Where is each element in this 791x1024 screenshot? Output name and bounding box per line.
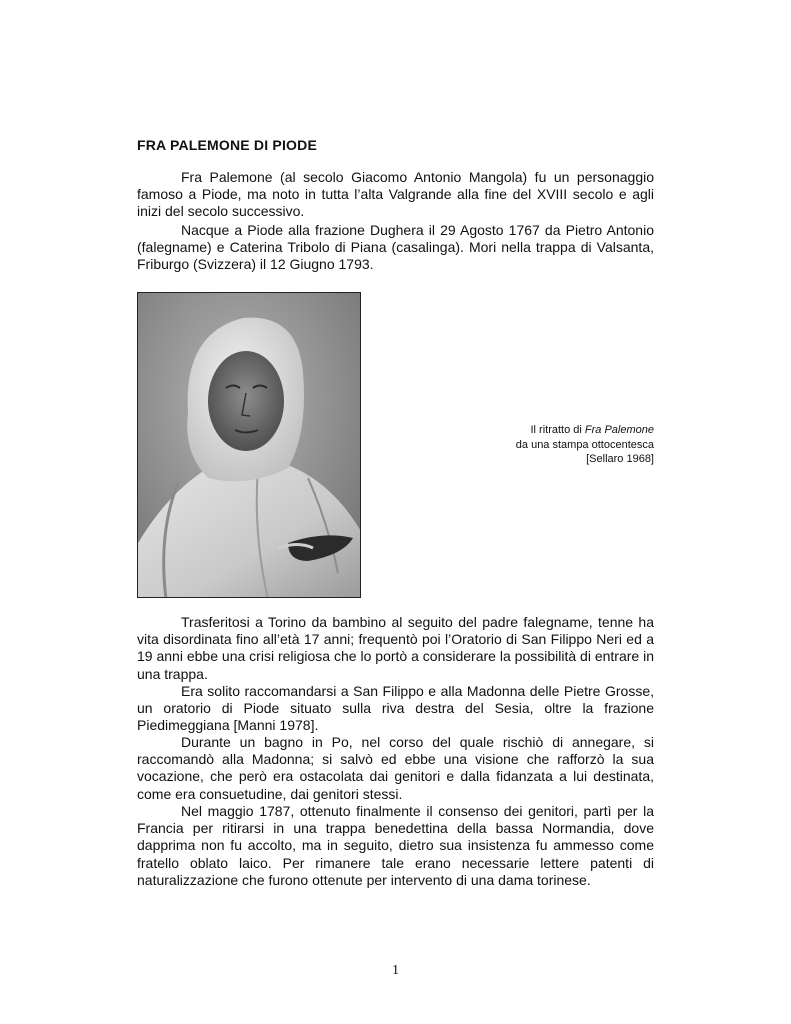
caption-line-3: [Sellaro 1968] — [586, 453, 654, 465]
portrait-caption — [394, 423, 654, 467]
intro-paragraph-2: Nacque a Piode alla frazione Dughera il 29 Agosto 1767 da Pietro Antonio (falegname) e Caterina Tribolo di Piana (casalinga). Mori nella trappa di Valsanta, Friburgo (Svizzera) il 12 Giugno 1793. — [137, 222, 654, 273]
body-paragraph-4: Nel maggio 1787, ottenuto finalmente il consenso dei genitori, partì per la Francia per ritirarsi in una trappa benedettina della bassa Normandia, dove dapprima non fu accolto, ma in seguito, dietro sua insistenza fu ammesso come fratello oblato laico. Per rimanere tale erano necessarie lettere patenti di naturalizzazione che furono ottenute per intervento di una dama torinese. — [137, 803, 654, 888]
intro-paragraph-1: Fra Palemone (al secolo Giacomo Antonio Mangola) fu un personaggio famoso a Piode, ma noto in tutta l’alta Valgrande alla fine del XVIII secolo e agli inizi del secolo successivo. — [137, 169, 654, 220]
body-paragraph-1: Trasferitosi a Torino da bambino al seguito del padre falegname, tenne ha vita disordinata fino all’età 17 anni; frequentò poi l’Oratorio di San Filippo Neri ed a 19 anni ebbe una crisi religiosa che lo portò a considerare la possibilità di entrare in una trappa. — [137, 614, 654, 682]
caption-line-1 — [394, 423, 654, 438]
portrait-image — [137, 292, 361, 598]
document-title: FRA PALEMONE DI PIODE — [137, 137, 317, 153]
page-number: 1 — [392, 963, 399, 978]
body-paragraph-2: Era solito raccomandarsi a San Filippo e alla Madonna delle Pietre Grosse, un oratorio di Piode situato sulla riva destra del Sesia, oltre la frazione Piedimeggiana [Manni 1978]. — [137, 683, 654, 734]
caption-prefix: Il ritratto di — [530, 424, 585, 436]
portrait-engraving — [138, 293, 361, 598]
body-paragraph-3: Durante un bagno in Po, nel corso del quale rischiò di annegare, si raccomandò alla Madonna; si salvò ed ebbe una visione che rafforzò la sua vocazione, che però era ostacolata dai genitori e dalla fidanzata a lui destinata, come era consuetudine, dai genitori stessi. — [137, 734, 654, 802]
caption-name: Fra Palemone — [584, 424, 654, 436]
caption-line-2: da una stampa ottocentesca — [515, 438, 654, 451]
